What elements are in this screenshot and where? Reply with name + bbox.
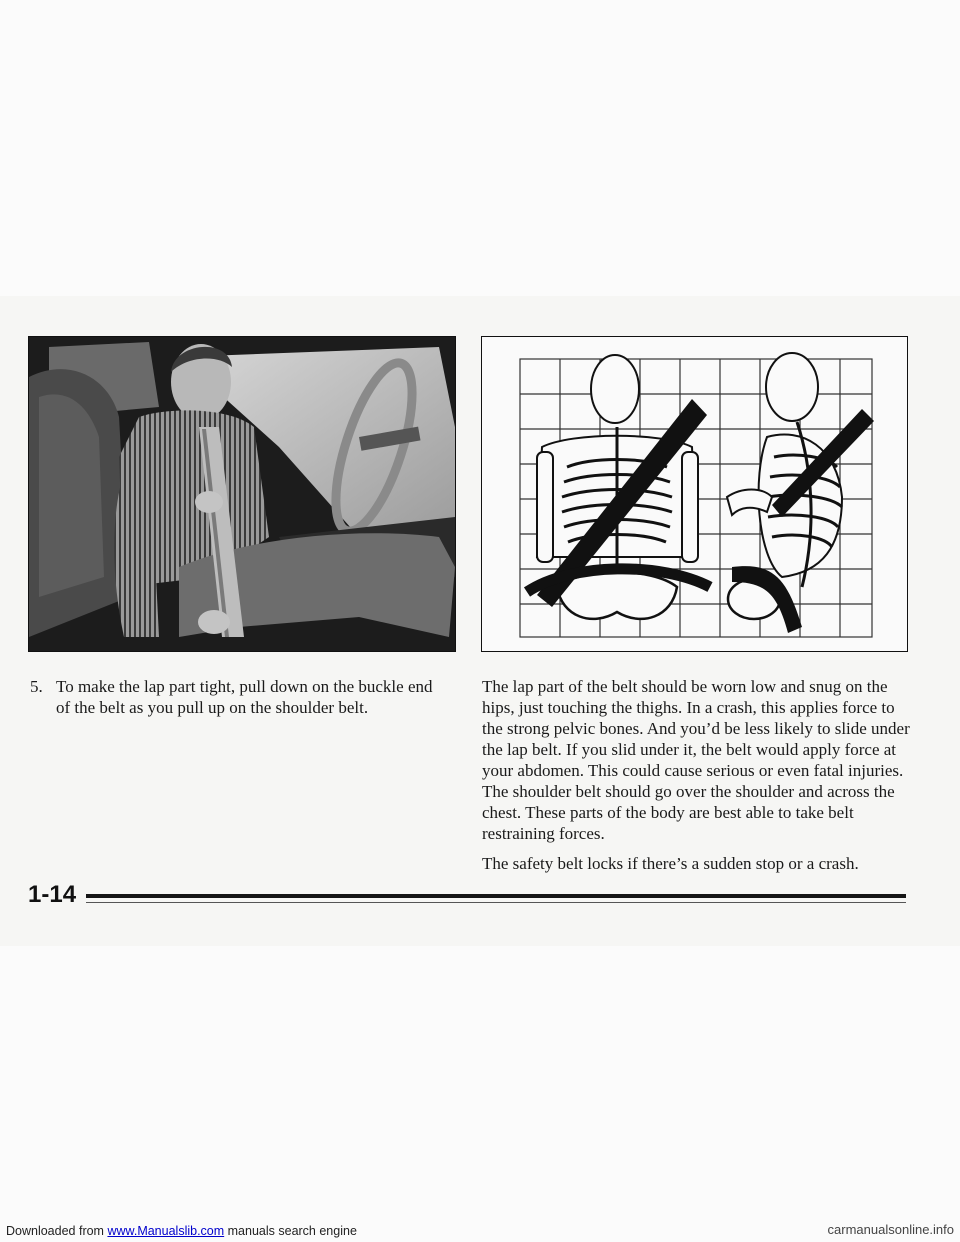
skeleton-diagram-illustration [482, 337, 907, 651]
footer-text [6, 1224, 357, 1238]
step-text: To make the lap part tight, pull down on the buckle end of the belt as you pull up on the shoulder belt. [56, 677, 433, 717]
watermark-text: carmanualsonline.info [827, 1222, 954, 1237]
download-footer [0, 1222, 960, 1242]
footer-prefix: Downloaded from [6, 1224, 108, 1238]
page-number: 1-14 [28, 881, 77, 908]
footer-suffix: manuals search engine [224, 1224, 357, 1238]
step-item [30, 676, 450, 718]
page-rule [86, 894, 906, 898]
body-paragraph-locks: The safety belt locks if there’s a sudden stop or a crash. [482, 854, 859, 873]
step-number: 5. [30, 677, 43, 696]
belt-position-diagram [481, 336, 908, 652]
body-paragraph-lap-belt: The lap part of the belt should be worn low and snug on the hips, just touching the thighs. In a crash, this applies force to the strong pelvic bones. And you’d be less likely to slide under the lap belt. If you slid under it, the belt would apply force at your abdomen. This could cause serious or even fatal injuries. The shoulder belt should go over the shoulder and across the chest. These parts of the body are best able to take belt restraining forces. [482, 677, 910, 843]
body-column [482, 676, 912, 883]
seatbelt-photo-illustration [29, 337, 455, 651]
manualslib-link[interactable]: www.Manualslib.com [107, 1224, 225, 1238]
step-column [30, 676, 450, 718]
page-rule-thin [86, 902, 906, 903]
seatbelt-photo [28, 336, 456, 652]
